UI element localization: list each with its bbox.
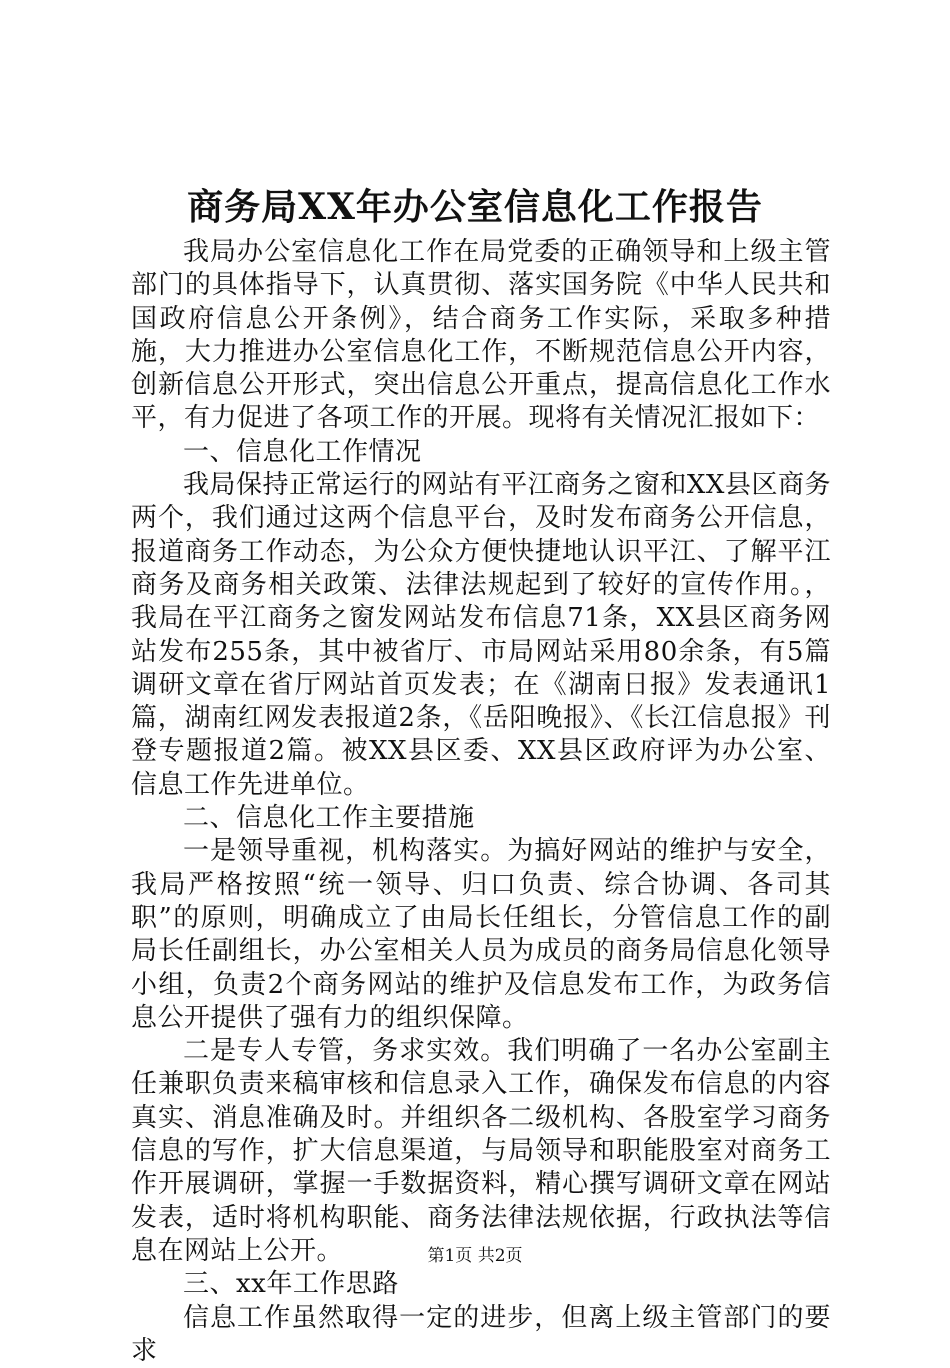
document-title: 商务局XX年办公室信息化工作报告: [0, 180, 950, 234]
document-body: [131, 236, 831, 1368]
section-3-paragraph: 信息工作虽然取得一定的进步，但离上级主管部门的要求: [131, 1302, 831, 1368]
intro-paragraph: 我局办公室信息化工作在局党委的正确领导和上级主管部门的具体指导下，认真贯彻、落实国务院《中华人民共和国政府信息公开条例》，结合商务工作实际，采取多种措施，大力推进办公室信息化工作，不断规范信息公开内容，创新信息公开形式，突出信息公开重点，提高信息化工作水平，有力促进了各项工作的开展。现将有关情况汇报如下：: [131, 236, 831, 436]
section-1-paragraph: 我局保持正常运行的网站有平江商务之窗和XX县区商务两个，我们通过这两个信息平台，及时发布商务公开信息，报道商务工作动态，为公众方便快捷地认识平江、了解平江商务及商务相关政策、法律法规起到了较好的宣传作用。，我局在平江商务之窗发网站发布信息71条，XX县区商务网站发布255条，其中被省厅、市局网站采用80余条，有5篇调研文章在省厅网站首页发表；在《湖南日报》发表通讯1篇，湖南红网发表报道2条，《岳阳晚报》、《长江信息报》刊登专题报道2篇。被XX县区委、XX县区政府评为办公室、信息工作先进单位。: [131, 469, 831, 802]
section-heading-3: 三、xx年工作思路: [131, 1268, 831, 1301]
section-heading-2: 二、信息化工作主要措施: [131, 802, 831, 835]
page-number-footer: 第1页 共2页: [0, 1244, 950, 1268]
section-2-paragraph-2: 二是专人专管，务求实效。我们明确了一名办公室副主任兼职负责来稿审核和信息录入工作，确保发布信息的内容真实、消息准确及时。并组织各二级机构、各股室学习商务信息的写作，扩大信息渠道，与局领导和职能股室对商务工作开展调研，掌握一手数据资料，精心撰写调研文章在网站发表，适时将机构职能、商务法律法规依据，行政执法等信息在网站上公开。: [131, 1035, 831, 1268]
section-heading-1: 一、信息化工作情况: [131, 436, 831, 469]
section-2-paragraph-1: 一是领导重视，机构落实。为搞好网站的维护与安全，我局严格按照“统一领导、归口负责、综合协调、各司其职”的原则，明确成立了由局长任组长，分管信息工作的副局长任副组长，办公室相关人员为成员的商务局信息化领导小组，负责2个商务网站的维护及信息发布工作，为政务信息公开提供了强有力的组织保障。: [131, 835, 831, 1035]
